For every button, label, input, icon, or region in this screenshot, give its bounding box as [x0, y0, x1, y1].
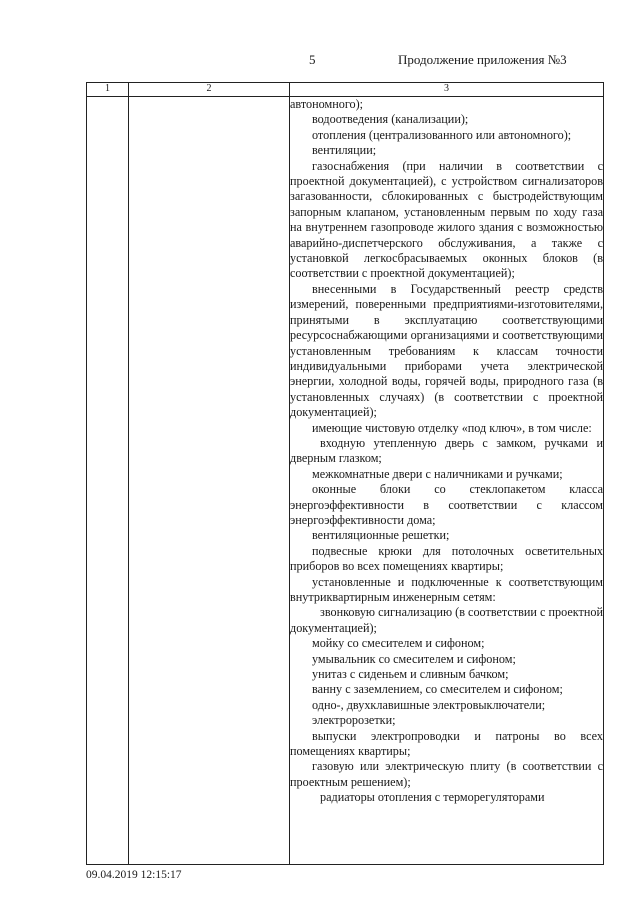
- paragraph: подвесные крюки для потолочных осветительных приборов во всех помещениях квартиры;: [290, 543, 603, 574]
- cell-column-1: [87, 97, 129, 865]
- column-header-2: 2: [129, 83, 290, 97]
- table-row: [87, 97, 604, 865]
- paragraph: унитаз с сиденьем и сливным бачком;: [312, 667, 509, 682]
- paragraph: радиаторы отопления с терморегуляторами: [320, 790, 545, 805]
- paragraph: ванну с заземлением, со смесителем и сифоном;: [312, 682, 563, 697]
- paragraph: имеющие чистовую отделку «под ключ», в том числе:: [312, 420, 592, 435]
- page-number: 5: [309, 52, 316, 67]
- paragraph: вентиляционные решетки;: [312, 528, 450, 543]
- paragraph: газовую или электрическую плиту (в соответствии с проектным решением);: [290, 759, 603, 789]
- paragraph: внесенными в Государственный реестр средств измерений, поверенными предприятиями-изготовителями, принятыми в эксплуатацию соответствующими ресурсоснабжающими организациями и соответствующими установленным требованиям к классам точности индивидуальными приборами учета электрической энергии, холодной воды, горячей воды, природного газа (в установленных случаях) (в соответствии с проектной документацией);: [290, 281, 603, 420]
- cell-column-2: [129, 97, 290, 865]
- paragraph: оконные блоки со стеклопакетом класса энергоэффективности в соответствии с классом энергоэффективности дома;: [290, 482, 603, 527]
- paragraph: отопления (централизованного или автономного);: [312, 127, 572, 142]
- paragraph: межкомнатные двери с наличниками и ручками;: [312, 466, 563, 481]
- document-table: [86, 82, 604, 865]
- paragraph: установленные и подключенные к соответствующим внутриквартирным инженерным сетям:: [290, 574, 603, 604]
- paragraph: выпуски электропроводки и патроны во всех помещениях квартиры;: [290, 728, 603, 759]
- column-header-3: 3: [290, 83, 604, 97]
- paragraph: электророзетки;: [312, 713, 396, 728]
- paragraph: мойку со смесителем и сифоном;: [312, 636, 485, 651]
- paragraph: вентиляции;: [312, 143, 377, 158]
- paragraph: одно-, двухклавишные электровыключатели;: [312, 697, 546, 712]
- column-header-1: 1: [87, 83, 129, 97]
- cell-column-3: [290, 97, 604, 865]
- paragraph: входную утепленную дверь с замком, ручками и дверным глазком;: [290, 435, 603, 466]
- footer-timestamp: 09.04.2019 12:15:17: [86, 869, 182, 881]
- paragraph: звонковую сигнализацию (в соответствии с проектной документацией);: [290, 605, 603, 635]
- paragraph: умывальник со смесителем и сифоном;: [312, 651, 516, 666]
- table-header-row: [87, 83, 604, 97]
- appendix-continuation-title: Продолжение приложения №3: [398, 52, 567, 67]
- paragraph: водоотведения (канализации);: [312, 112, 469, 127]
- paragraph: газоснабжения (при наличии в соответствии с проектной документацией), с устройством сигнализаторов загазованности, сблокированных с быстродействующим запорным клапаном, установленным первым по ходу газа на внутреннем газопроводе жилого здания с возможностью аварийно-диспетчерского обслуживания, а также с установкой легкосбрасываемых оконных блоков (в соответствии с проектной документацией);: [290, 158, 603, 281]
- paragraph: автономного);: [290, 97, 364, 111]
